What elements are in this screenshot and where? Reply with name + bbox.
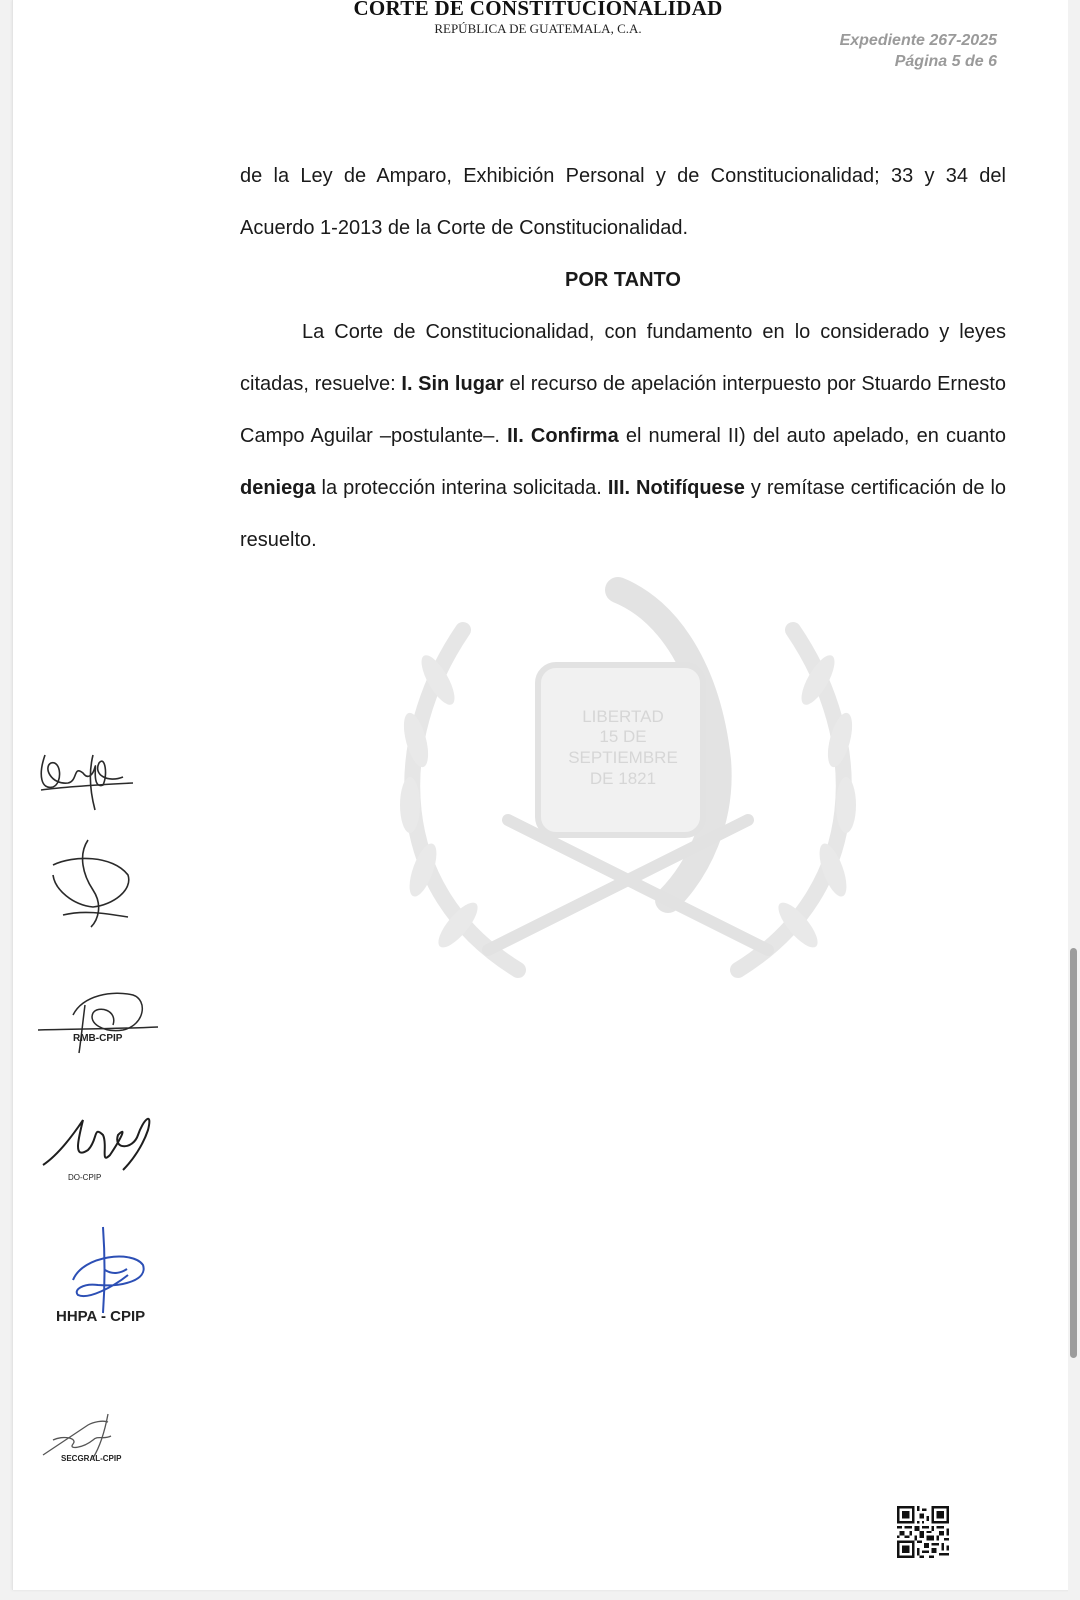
signature-block-4: [38, 1105, 168, 1200]
court-title: CORTE DE CONSTITUCIONALIDAD: [353, 0, 723, 20]
signature-6-label: SECGRAL-CPIP: [61, 1454, 122, 1463]
signature-5-label: HHPA - CPIP: [56, 1308, 146, 1325]
page-number: Página 5 de 6: [894, 53, 997, 70]
resolution-point-3: III. Notifíquese: [607, 477, 745, 499]
resolution-text-a: La Corte de Constitucionalidad, con fundamento en lo considerado y leyes citadas, resuelve:: [240, 321, 1006, 395]
resolution-point-1: I. Sin lugar: [401, 373, 504, 395]
watermark-line2: 15 DE: [599, 727, 647, 746]
case-meta: [840, 30, 997, 72]
section-heading: POR TANTO: [565, 269, 681, 291]
resolution-text-i: y remítase certificación de lo resuelto.: [240, 477, 1007, 551]
qr-code-icon[interactable]: [897, 1506, 949, 1558]
scrollbar-track[interactable]: [1068, 0, 1080, 1600]
signature-3: [33, 985, 163, 1055]
signature-block-5: [43, 1225, 173, 1335]
signature-2: [43, 835, 143, 935]
paragraph-legal-basis: de la Ley de Amparo, Exhibición Personal y de Constitucionalidad; 33 y 34 del Acuerdo 1-2013 de la Corte de Constitucionalidad.: [240, 165, 1006, 239]
signature-block-3: [33, 985, 163, 1065]
watermark-line1: LIBERTAD: [582, 707, 664, 726]
resolution-text: [240, 150, 1006, 566]
signature-1: [33, 745, 143, 815]
signature-5: [43, 1225, 173, 1315]
coat-of-arms-watermark: [368, 570, 888, 1020]
scrollbar-thumb[interactable]: [1070, 948, 1077, 1358]
signature-3-label: RMB-CPIP: [73, 1033, 123, 1044]
signature-block-6: [33, 1410, 143, 1480]
resolution-text-c: el recurso de apelación interpuesto por Stuardo Ernesto Campo Aguilar –postulante–.: [240, 373, 1006, 447]
signature-4: [38, 1105, 168, 1185]
resolution-deniega: deniega: [240, 477, 316, 499]
court-subtitle: REPÚBLICA DE GUATEMALA, C.A.: [434, 21, 642, 36]
resolution-point-2: II. Confirma: [507, 425, 619, 447]
signature-4-label: DO-CPIP: [68, 1173, 102, 1182]
paragraph-resolution: [240, 306, 1006, 566]
watermark-line3: SEPTIEMBRE: [568, 748, 678, 767]
resolution-text-g: la protección interina solicitada.: [315, 477, 608, 499]
document-page: [12, 0, 1078, 1590]
case-number: Expediente 267-2025: [839, 32, 997, 49]
resolution-text-e: el numeral II) del auto apelado, en cuanto: [618, 425, 1006, 447]
watermark-line4: DE 1821: [589, 769, 657, 788]
